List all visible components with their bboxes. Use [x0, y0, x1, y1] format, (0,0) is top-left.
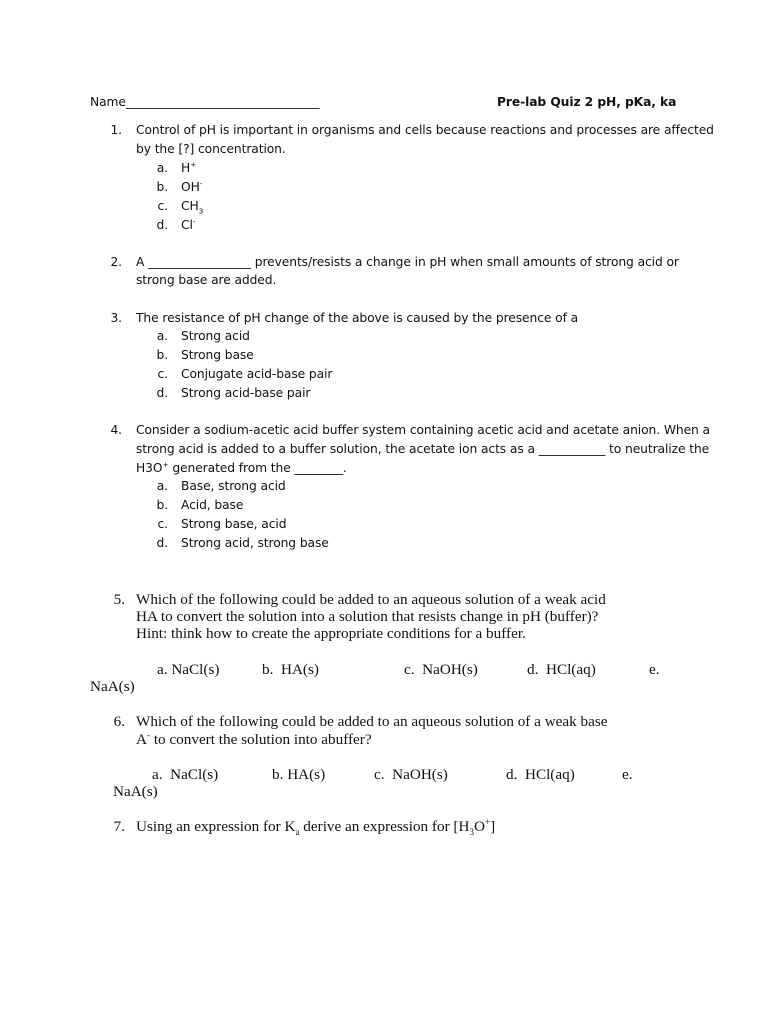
name-field-label: Name________________________________	[90, 95, 320, 109]
option-text: Cl	[181, 218, 193, 232]
text-run: A	[136, 731, 147, 748]
option-strong-base[interactable]: Strong base	[181, 348, 254, 362]
option-base-strong-acid[interactable]: Base, strong acid	[181, 479, 286, 493]
question-text-line	[136, 818, 495, 837]
option-letter: b.	[272, 766, 284, 783]
superscript: +	[485, 816, 491, 827]
option-text: NaOH(s)	[392, 766, 448, 783]
option-h-plus[interactable]	[181, 159, 196, 178]
option-letter: a.	[152, 766, 163, 783]
question-text-line: Consider a sodium-acetic acid buffer system containing acetic acid and acetate anion. When a	[136, 423, 710, 437]
option-text: HCl(aq)	[545, 661, 596, 678]
question-text-line: strong base are added.	[136, 273, 277, 287]
option-naoh[interactable]	[374, 766, 448, 785]
option-letter: a.	[156, 161, 168, 175]
option-letter: a.	[156, 479, 168, 493]
option-letter-e: e.	[649, 661, 660, 678]
option-letter: b.	[156, 180, 168, 194]
option-text: NaOH(s)	[422, 661, 478, 678]
option-strong-acid-base-pair[interactable]: Strong acid-base pair	[181, 386, 311, 400]
option-ha[interactable]	[272, 766, 325, 785]
option-text: CH	[181, 199, 199, 213]
question-number: 6.	[113, 713, 125, 730]
option-ch3[interactable]	[181, 197, 203, 216]
option-subscript: 3	[198, 206, 204, 216]
question-number: 7.	[113, 818, 125, 835]
superscript: +	[162, 459, 169, 469]
question-number: 1.	[110, 123, 122, 137]
option-text: NaCl(s)	[170, 766, 219, 783]
subscript: a	[295, 827, 300, 838]
quiz-title: Pre-lab Quiz 2 pH, pKa, ka	[497, 95, 677, 109]
option-nacl[interactable]	[152, 766, 218, 785]
question-number: 4.	[110, 423, 122, 437]
text-run: H3O	[136, 461, 163, 475]
option-naa[interactable]: NaA(s)	[90, 678, 135, 695]
option-strong-acid[interactable]: Strong acid	[181, 329, 250, 343]
option-text: HCl(aq)	[524, 766, 575, 783]
text-run: O	[474, 818, 485, 835]
option-letter: d.	[156, 218, 168, 232]
option-nacl[interactable]	[157, 661, 219, 680]
option-letter: b.	[156, 498, 168, 512]
option-superscript: -	[199, 178, 203, 188]
question-text-line: The resistance of pH change of the above is caused by the presence of a	[136, 311, 579, 325]
option-letter: a.	[156, 329, 168, 343]
option-conjugate-pair[interactable]: Conjugate acid-base pair	[181, 367, 333, 381]
question-text-line	[136, 731, 372, 750]
option-letter: b.	[262, 661, 274, 678]
text-run: generated from the ________.	[168, 461, 347, 475]
option-letter: d.	[527, 661, 539, 678]
option-letter: b.	[156, 348, 168, 362]
question-text-line	[136, 459, 347, 478]
option-text: H	[181, 161, 191, 175]
option-letter: c.	[404, 661, 415, 678]
option-letter: c.	[374, 766, 385, 783]
superscript: -	[146, 729, 151, 740]
subscript: 3	[469, 827, 475, 838]
option-hcl[interactable]	[527, 661, 596, 680]
option-letter: d.	[156, 536, 168, 550]
option-strong-base-acid[interactable]: Strong base, acid	[181, 517, 287, 531]
text-run: derive an expression for [H	[299, 818, 470, 835]
question-text-line: by the [?] concentration.	[136, 142, 286, 156]
option-hcl[interactable]	[506, 766, 575, 785]
option-letter: c.	[157, 367, 168, 381]
option-acid-base[interactable]: Acid, base	[181, 498, 244, 512]
option-letter: d.	[506, 766, 518, 783]
question-number: 3.	[110, 311, 122, 325]
option-letter-e: e.	[622, 766, 633, 783]
option-letter: c.	[157, 199, 168, 213]
question-number: 2.	[110, 255, 122, 269]
text-run: to convert the solution into abuffer?	[150, 731, 372, 748]
option-naoh[interactable]	[404, 661, 478, 680]
option-superscript: -	[192, 216, 196, 226]
question-text-line: Which of the following could be added to an aqueous solution of a weak acid	[136, 591, 606, 608]
question-text-line: strong acid is added to a buffer solution, the acetate ion acts as a ___________ to neutralize the	[136, 442, 710, 456]
question-text-line: Control of pH is important in organisms and cells because reactions and processes are affected	[136, 123, 714, 137]
question-number: 5.	[113, 591, 125, 608]
question-text-line: HA to convert the solution into a solution that resists change in pH (buffer)?	[136, 608, 599, 625]
option-ha[interactable]	[262, 661, 319, 680]
text-run: ]	[490, 818, 496, 835]
question-text-line: Hint: think how to create the appropriate conditions for a buffer.	[136, 625, 526, 642]
question-text-line: A _________________ prevents/resists a change in pH when small amounts of strong acid or	[136, 255, 679, 269]
option-letter: a.	[157, 661, 168, 678]
option-text: OH	[181, 180, 200, 194]
option-text: NaCl(s)	[171, 661, 220, 678]
option-naa[interactable]: NaA(s)	[113, 783, 158, 800]
option-text: HA(s)	[280, 661, 319, 678]
option-oh-minus[interactable]	[181, 178, 202, 197]
question-text-line: Which of the following could be added to an aqueous solution of a weak base	[136, 713, 608, 730]
option-superscript: +	[190, 159, 197, 169]
option-letter: d.	[156, 386, 168, 400]
text-run: Using an expression for K	[136, 818, 296, 835]
option-strong-acid-strong-base[interactable]: Strong acid, strong base	[181, 536, 329, 550]
option-letter: c.	[157, 517, 168, 531]
option-cl-minus[interactable]	[181, 216, 195, 235]
option-text: HA(s)	[287, 766, 326, 783]
